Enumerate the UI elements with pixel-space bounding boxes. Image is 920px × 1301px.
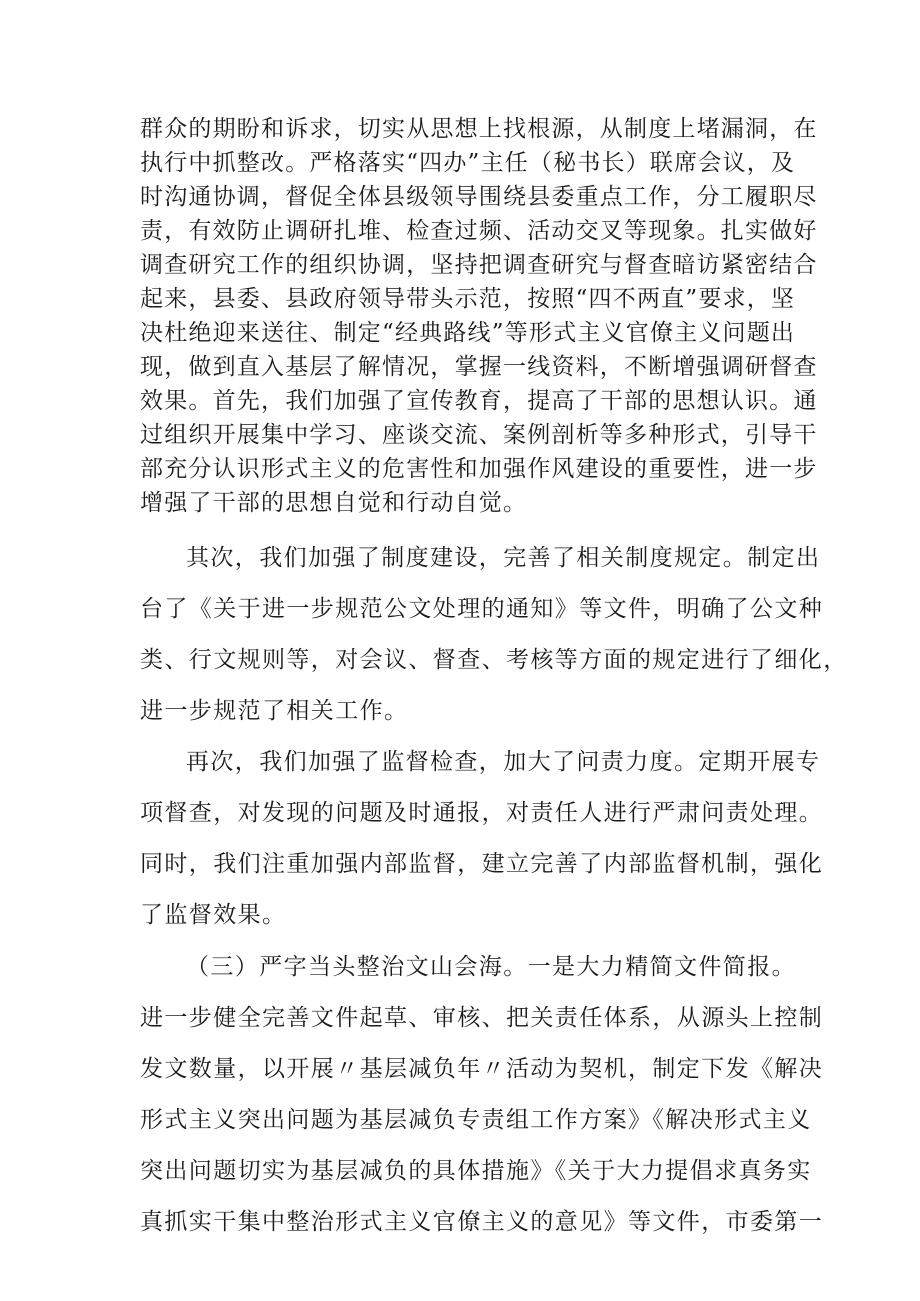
text-line: 项督查，对发现的问题及时通报，对责任人进行严肃问责处理。	[140, 800, 824, 826]
text-line: 再次，我们加强了监督检查，加大了问责力度。定期开展专	[186, 749, 821, 775]
text-line: （三）严字当头整治文山会海。一是大力精简文件简报。	[186, 954, 796, 980]
text-line: 其次，我们加强了制度建设，完善了相关制度规定。制定出	[186, 545, 821, 571]
text-line: 现，做到直入基层了解情况，掌握一线资料，不断增强调研督查	[140, 354, 818, 380]
text-line: 台了《关于进一步规范公文处理的通知》等文件，明确了公文种	[140, 596, 824, 622]
text-line: 进一步规范了相关工作。	[140, 698, 409, 724]
text-line: 起来，县委、县政府领导带头示范，按照“四不两直”要求，坚	[140, 286, 796, 312]
text-line: 执行中抓整改。严格落实“四办”主任（秘书长）联席会议，及	[140, 150, 796, 176]
text-line: 时沟通协调，督促全体县级领导围绕县委重点工作，分工履职尽	[140, 184, 818, 210]
text-line: 突出问题切实为基层减负的具体措施》《关于大力提倡求真务实	[140, 1158, 812, 1184]
text-line: 部充分认识形式主义的危害性和加强作风建设的重要性，进一步	[140, 456, 818, 482]
text-line: 过组织开展集中学习、座谈交流、案例剖析等多种形式，引导干	[140, 422, 818, 448]
text-line: 调查研究工作的组织协调，坚持把调查研究与督查暗访紧密结合	[140, 252, 818, 278]
text-line: 发文数量，以开展〃基层减负年〃活动为契机，制定下发《解决	[140, 1056, 824, 1082]
text-line: 效果。首先，我们加强了宣传教育，提高了干部的思想认识。通	[140, 388, 818, 414]
text-line: 类、行文规则等，对会议、督查、考核等方面的规定进行了细化，	[140, 647, 848, 673]
text-line: 形式主义突出问题为基层减负专责组工作方案》《解决形式主义	[140, 1107, 812, 1133]
text-line: 增强了干部的思想自觉和行动自觉。	[140, 490, 528, 516]
text-line: 群众的期盼和诉求，切实从思想上找根源，从制度上堵漏洞，在	[140, 116, 818, 142]
text-line: 真抓实干集中整治形式主义官僚主义的意见》等文件，市委第一	[140, 1209, 824, 1235]
text-line: 进一步健全完善文件起草、审核、把关责任体系，从源头上控制	[140, 1005, 824, 1031]
text-line: 了监督效果。	[140, 902, 287, 928]
text-line: 责，有效防止调研扎堆、检查过频、活动交叉等现象。扎实做好	[140, 218, 818, 244]
text-line: 同时，我们注重加强内部监督，建立完善了内部监督机制，强化	[140, 851, 824, 877]
text-line: 决杜绝迎来送往、制定“经典路线”等形式主义官僚主义问题出	[140, 320, 796, 346]
